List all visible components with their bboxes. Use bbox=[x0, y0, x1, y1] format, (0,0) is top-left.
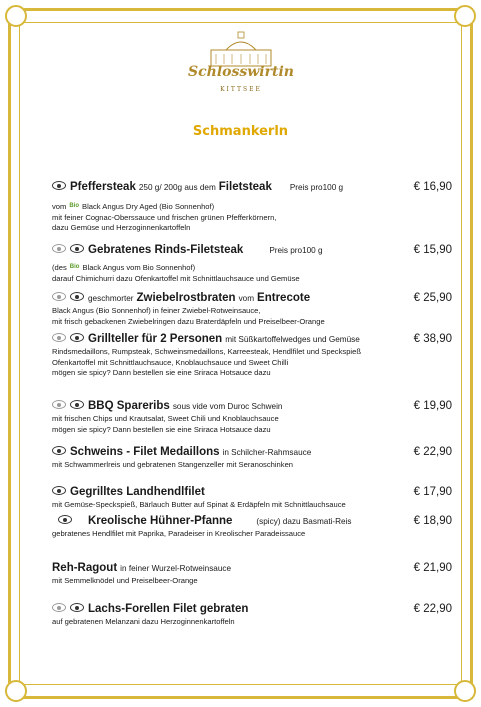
corner-ornament-icon bbox=[454, 5, 476, 27]
logo-script: Schlosswirtin bbox=[188, 64, 294, 80]
menu-item bbox=[52, 292, 452, 327]
price: € 25,90 bbox=[413, 292, 452, 304]
dish-note: in feiner Wurzel-Rotweinsauce bbox=[120, 564, 232, 573]
price-unit: Preis pro100 g bbox=[289, 183, 344, 192]
dish-name: Schweins - Filet Medaillons bbox=[70, 446, 220, 458]
menu-item bbox=[52, 603, 452, 628]
corner-ornament-icon bbox=[454, 680, 476, 702]
menu-item bbox=[52, 515, 452, 540]
eye-icon bbox=[70, 603, 84, 612]
price: € 22,90 bbox=[413, 446, 452, 458]
price: € 15,90 bbox=[413, 244, 452, 256]
dish-description: mit Schwammerlreis und gebratenen Stangenzeller mit Seranoschinken bbox=[52, 460, 294, 469]
dish-name: Lachs-Forellen Filet gebraten bbox=[88, 603, 249, 615]
dish-note: (spicy) dazu Basmati-Reis bbox=[256, 517, 352, 526]
dish-description: mit frisch gebackenen Zwiebelringen dazu Braterdäpfeln und Preiselbeer-Orange bbox=[52, 316, 325, 326]
dish-note: geschmorter bbox=[88, 294, 134, 303]
menu-item bbox=[52, 333, 452, 379]
bio-icon: Bio bbox=[69, 203, 80, 209]
dish-note: 250 g/ 200g aus dem bbox=[138, 183, 216, 192]
dish-name: Entrecote bbox=[257, 292, 311, 304]
dish-name: Filetsteak bbox=[218, 181, 272, 193]
dish-note: in Schilcher-Rahmsauce bbox=[222, 448, 312, 457]
eye-icon bbox=[70, 400, 84, 409]
eye-icon bbox=[52, 400, 66, 409]
eye-icon bbox=[52, 446, 66, 455]
dish-note: vom bbox=[238, 294, 255, 303]
dish-description: mit feiner Cognac-Oberssauce und frischen grünen Pfefferkörnern, bbox=[52, 212, 277, 222]
price: € 16,90 bbox=[413, 181, 452, 193]
dish-description: Rindsmedaillons, Rumpsteak, Schweinsmedaillons, Karreesteak, Hendlfilet und Speckspieß bbox=[52, 347, 361, 356]
price: € 18,90 bbox=[413, 515, 452, 527]
dish-description: auf gebratenen Melanzani dazu Herzoginnenkartoffeln bbox=[52, 617, 235, 626]
restaurant-logo bbox=[186, 30, 296, 104]
eye-icon bbox=[70, 333, 84, 342]
bio-icon: Bio bbox=[69, 264, 80, 270]
menu-item bbox=[52, 562, 452, 587]
section-title: Schmankerln bbox=[192, 124, 289, 139]
dish-description: vom Bio Black Angus Dry Aged (Bio Sonnenhof) bbox=[52, 202, 215, 211]
dish-description: mögen sie spicy? Dann bestellen sie eine Sriraca Hotsauce dazu bbox=[52, 424, 271, 434]
dish-name: Grillteller für 2 Personen bbox=[88, 333, 223, 345]
eye-icon bbox=[70, 244, 84, 253]
price: € 38,90 bbox=[413, 333, 452, 345]
dish-description: mit Semmelknödel und Preiselbeer-Orange bbox=[52, 576, 198, 585]
menu-item bbox=[52, 486, 452, 511]
corner-ornament-icon bbox=[5, 680, 27, 702]
menu-item bbox=[52, 244, 452, 284]
dish-name: BBQ Spareribs bbox=[88, 400, 170, 412]
dish-name: Gebratenes Rinds-Filetsteak bbox=[88, 244, 244, 256]
dish-description: mit frischen Chips und Krautsalat, Sweet Chili und Knoblauchsauce bbox=[52, 414, 279, 423]
menu-item bbox=[52, 400, 452, 435]
dish-description: Ofenkartoffel mit Schnittlauchsauce, Knoblauchsauce und Sweet Chilli bbox=[52, 357, 289, 367]
dish-note: sous vide vom Duroc Schwein bbox=[172, 402, 283, 411]
corner-ornament-icon bbox=[5, 5, 27, 27]
price: € 21,90 bbox=[413, 562, 452, 574]
logo-subtitle: KITTSEE bbox=[220, 86, 262, 93]
eye-icon bbox=[52, 244, 66, 253]
dish-name: Kreolische Hühner-Pfanne bbox=[88, 515, 233, 527]
eye-icon bbox=[52, 292, 66, 301]
price: € 19,90 bbox=[413, 400, 452, 412]
eye-icon bbox=[52, 181, 66, 190]
dish-description: gebratenes Hendlfilet mit Paprika, Paradeiser in Kreolischer Paradeissauce bbox=[52, 529, 306, 538]
dish-description: mit Gemüse-Speckspieß, Bärlauch Butter auf Spinat & Erdäpfeln mit Schnittlauchsauce bbox=[52, 500, 346, 509]
dish-description: mögen sie spicy? Dann bestellen sie eine Sriraca Hotsauce dazu bbox=[52, 368, 271, 378]
menu-item bbox=[52, 181, 452, 234]
dish-name: Zwiebelrostbraten bbox=[136, 292, 236, 304]
eye-icon bbox=[52, 603, 66, 612]
dish-description: darauf Chimichurri dazu Ofenkartoffel mit Schnittlauchsauce und Gemüse bbox=[52, 273, 300, 283]
eye-icon bbox=[70, 292, 84, 301]
eye-icon bbox=[52, 486, 66, 495]
price: € 17,90 bbox=[413, 486, 452, 498]
price-unit: Preis pro100 g bbox=[269, 246, 323, 255]
dish-note: mit Süßkartoffelwedges und Gemüse bbox=[225, 335, 360, 344]
dish-name: Reh-Ragout bbox=[52, 562, 118, 574]
dish-description: (des Bio Black Angus vom Bio Sonnenhof) bbox=[52, 263, 196, 272]
eye-icon bbox=[52, 333, 66, 342]
dish-description: Black Angus (Bio Sonnenhof) in feiner Zwiebel-Rotweinsauce, bbox=[52, 306, 261, 315]
price: € 22,90 bbox=[413, 603, 452, 615]
menu-item bbox=[52, 446, 452, 471]
dish-description: dazu Gemüse und Herzoginnenkartoffeln bbox=[52, 223, 191, 233]
dish-name: Gegrilltes Landhendlfilet bbox=[70, 486, 205, 498]
dish-name: Pfeffersteak bbox=[70, 181, 136, 193]
eye-icon bbox=[58, 515, 72, 524]
